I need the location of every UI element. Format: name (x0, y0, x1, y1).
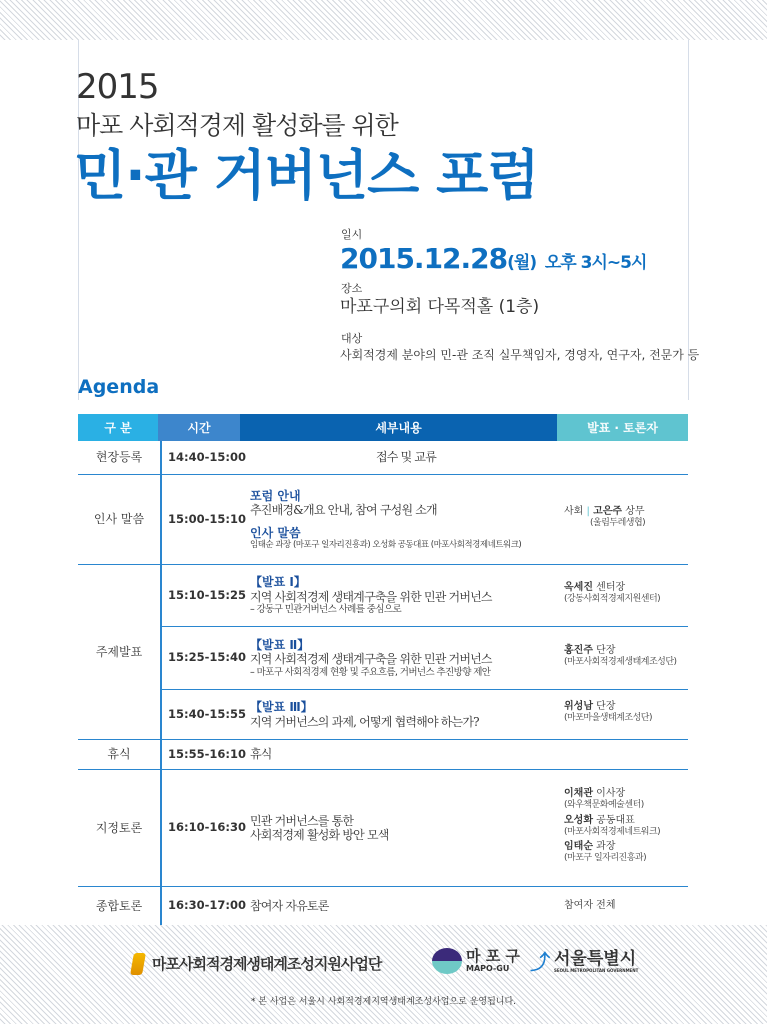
org2-name: 마 포 구 (466, 947, 520, 966)
row-time: 15:40-15:55 (168, 706, 246, 721)
logo-mapo-social-economy (132, 953, 381, 975)
row-speaker (564, 565, 688, 626)
speaker-org: (강동사회적경제지원센터) (564, 594, 661, 605)
speaker-org: (마포마을생태계조성단) (564, 713, 652, 724)
content-heading: 인사 말씀 (250, 525, 301, 540)
content-text: 지역 거버넌스의 과제, 어떻게 협력해야 하는가? (250, 714, 479, 729)
row-time: 16:30-17:00 (168, 898, 246, 913)
table-row (78, 441, 688, 475)
event-target: 사회적경제 분야의 민-관 조직 실무책임자, 경영자, 연구자, 전문가 등 (340, 348, 700, 362)
speaker-title: 공동대표 (596, 814, 635, 826)
speaker-name: 이채관 (564, 787, 593, 799)
target-label: 대상 (341, 332, 363, 345)
date-value: 2015.12.28 (340, 242, 508, 275)
event-title: 민·관 거버넌스 포럼 (74, 144, 539, 207)
row-content (250, 740, 562, 769)
frame-line-right (688, 40, 689, 400)
stripe-band-top (0, 0, 767, 40)
speaker-name: 홍진주 (564, 644, 593, 656)
day-value: (월) (507, 253, 537, 273)
col-header-category: 구 분 (78, 414, 158, 441)
place-label: 장소 (341, 282, 363, 295)
table-row (78, 690, 688, 740)
content-text: 사회적경제 활성화 방안 모색 (250, 828, 389, 842)
row-speaker (564, 770, 688, 886)
content-heading: 【발표 Ⅲ】 (250, 700, 313, 715)
footer-note: * 본 사업은 서울시 사회적경제지역생태계조성사업으로 운영됩니다. (250, 997, 517, 1007)
col-header-details: 세부내용 (240, 414, 557, 441)
row-content (250, 627, 562, 689)
speaker-title: 단장 (596, 701, 616, 713)
row-category: 현장등록 (95, 450, 143, 465)
table-row (78, 475, 688, 565)
row-speaker (564, 887, 688, 925)
speaker-title: 센터장 (596, 582, 626, 594)
speaker-title: 이사장 (596, 787, 626, 799)
speaker-org: (울림두레생협) (590, 518, 646, 529)
row-time: 14:40-15:00 (168, 449, 246, 464)
table-row (78, 770, 688, 887)
row-category: 주제발표 (95, 644, 143, 659)
table-row (160, 627, 688, 690)
org1-name: 마포사회적경제생태계조성지원사업단 (152, 954, 382, 973)
event-date (340, 244, 646, 275)
speaker-org: (마포사회적경제생태계조성단) (564, 656, 677, 667)
speaker-name: 고은주 (593, 506, 623, 518)
row-speaker (564, 627, 688, 689)
table-row (78, 887, 688, 925)
row-time: 15:55-16:10 (168, 746, 246, 761)
content-note: – 마포구 사회적경제 현황 및 주요흐름, 거버넌스 추진방향 제안 (250, 666, 491, 678)
event-subtitle: 마포 사회적경제 활성화를 위한 (76, 111, 398, 140)
table-row (78, 740, 688, 770)
content-text: 참여자 자유토론 (250, 898, 329, 913)
content-text: 추진배경&개요 안내, 참여 구성원 소개 (250, 503, 437, 518)
s-logo-icon (130, 953, 146, 975)
col-header-speakers: 발표 · 토론자 (557, 414, 688, 441)
content-text: 민관 거버넌스를 통한 (250, 813, 354, 828)
seoul-emblem-icon: ⤴ (530, 949, 550, 974)
table-row (160, 565, 688, 627)
column-divider (160, 441, 162, 925)
content-note: 임태순 과장 (마포구 일자리진흥과) 오성화 공동대표 (마포사회적경제네트워크) (250, 539, 522, 550)
speaker-name: 참여자 전체 (564, 900, 616, 911)
row-category: 종합토론 (95, 898, 143, 913)
row-content (250, 441, 562, 474)
speaker-name: 옥세진 (564, 582, 593, 594)
date-label: 일시 (341, 228, 363, 241)
row-time: 16:10-16:30 (168, 820, 246, 835)
org3-name: 서울특별시 (554, 949, 637, 969)
row-time: 15:25-15:40 (168, 650, 246, 665)
speaker-name: 임태순 (564, 841, 593, 853)
speaker-title: 단장 (596, 644, 616, 656)
row-content (250, 475, 562, 564)
speaker-name: 위성남 (564, 701, 593, 713)
event-year: 2015 (76, 67, 159, 107)
row-category: 지정토론 (95, 820, 143, 835)
agenda-heading: Agenda (78, 376, 160, 398)
org2-name-en: MAPO-GU (466, 963, 510, 973)
time-value: 오후 3시~5시 (544, 253, 647, 273)
org3-name-en: SEOUL METROPOLITAN GOVERNMENT (554, 967, 639, 973)
row-content (250, 770, 562, 886)
content-text: 접수 및 교류 (376, 450, 436, 465)
content-note: – 강동구 민관거버넌스 사례를 중심으로 (250, 604, 402, 616)
col-header-time: 시간 (158, 414, 240, 441)
speaker-title: 상무 (625, 506, 645, 518)
speaker-org: (마포구 일자리진흥과) (564, 853, 647, 864)
logo-seoul (530, 950, 638, 973)
row-content (250, 690, 562, 739)
content-text: 휴식 (250, 747, 272, 762)
speaker-name: 오성화 (564, 814, 593, 826)
row-category: 인사 말씀 (93, 512, 145, 527)
speaker-title: 과장 (596, 841, 616, 853)
row-content (250, 887, 562, 925)
mapo-emblem-icon (432, 948, 462, 974)
content-heading: 【발표 Ⅰ】 (250, 575, 306, 590)
row-category: 휴식 (107, 747, 131, 762)
content-heading: 포럼 안내 (250, 488, 301, 503)
event-place: 마포구의회 다목적홀 (1층) (340, 297, 540, 317)
role: 사회 (564, 506, 584, 518)
content-heading: 【발표 Ⅱ】 (250, 637, 310, 652)
content-text: 지역 사회적경제 생태계구축을 위한 민관 거버넌스 (250, 652, 492, 667)
row-speaker: 사회 | 고은주 상무 (울림두레생협) (564, 506, 646, 529)
row-content (250, 565, 562, 626)
logo-mapo-gu (432, 948, 520, 974)
row-time: 15:10-15:25 (168, 587, 246, 602)
stripe-band-bottom (0, 925, 767, 1024)
speaker-org: (마포사회적경제네트워크) (564, 826, 661, 837)
content-text: 지역 사회적경제 생태계구축을 위한 민관 거버넌스 (250, 589, 492, 604)
row-speaker (564, 690, 688, 739)
speaker-org: (와우책문화예술센터) (564, 799, 644, 810)
row-time: 15:00-15:10 (168, 511, 246, 526)
